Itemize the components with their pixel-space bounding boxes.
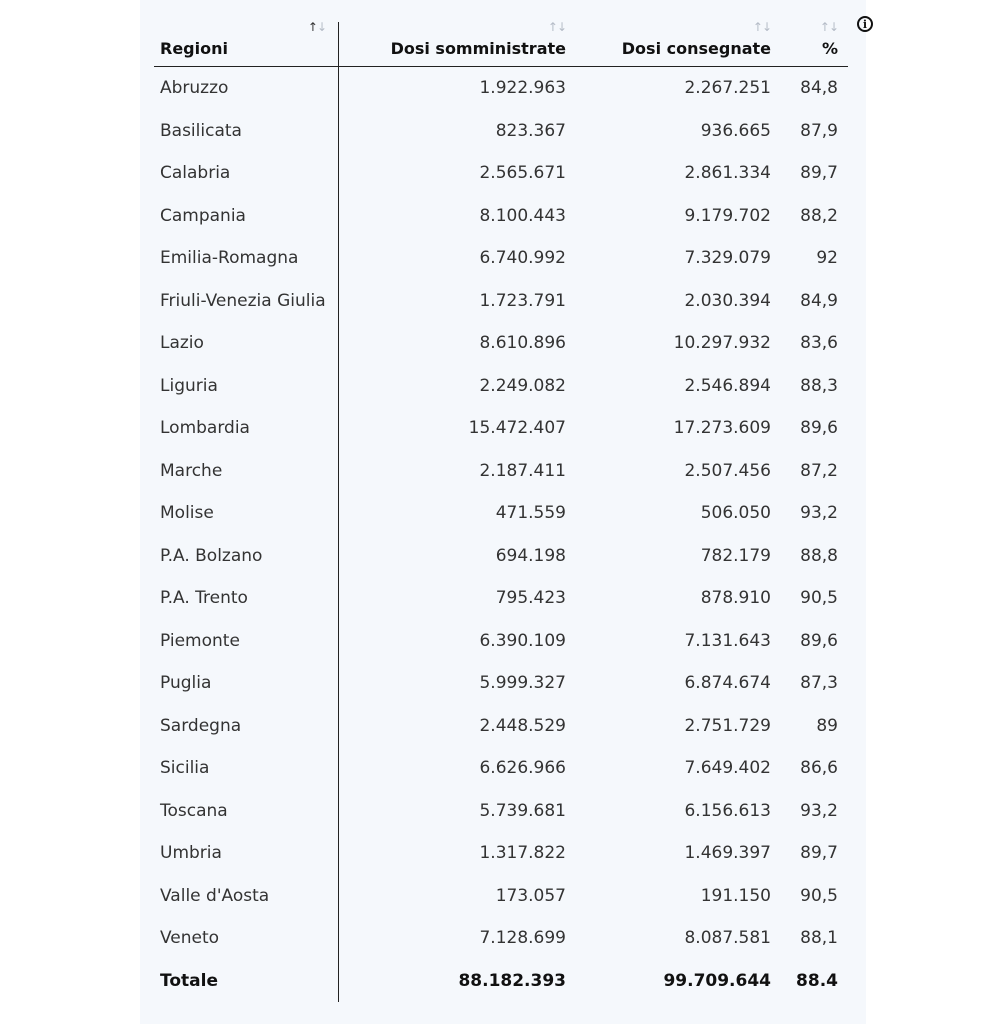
cell-somministrate: 1.723.791: [479, 290, 566, 311]
cell-percentuale: 89: [816, 715, 838, 736]
cell-regione: P.A. Bolzano: [160, 545, 263, 566]
cell-consegnate: 782.179: [700, 545, 771, 566]
cell-regione: Veneto: [160, 928, 220, 949]
cell-consegnate: 1.469.397: [684, 843, 771, 864]
cell-somministrate: 795.423: [495, 588, 566, 609]
table-row: [154, 450, 848, 493]
table-row: [154, 577, 848, 620]
sort-icon[interactable]: ↑↓: [819, 20, 838, 34]
cell-percentuale: 88,2: [800, 205, 838, 226]
cell-percentuale: 89,6: [800, 418, 838, 439]
table-row: [154, 492, 848, 535]
cell-consegnate: 7.329.079: [684, 248, 771, 269]
table-row: [154, 195, 848, 238]
cell-regione: Liguria: [160, 375, 218, 396]
cell-somministrate: 823.367: [495, 120, 566, 141]
cell-regione: Emilia-Romagna: [160, 248, 299, 269]
table-row: [154, 110, 848, 153]
cell-percentuale: 87,3: [800, 673, 838, 694]
cell-regione: Calabria: [160, 163, 231, 184]
cell-percentuale: 87,9: [800, 120, 838, 141]
cell-consegnate: 2.546.894: [684, 375, 771, 396]
table-row: [154, 535, 848, 578]
cell-percentuale: 93,2: [800, 503, 838, 524]
cell-consegnate: 2.267.251: [684, 78, 771, 99]
cell-regione: Molise: [160, 503, 214, 524]
cell-regione: Lombardia: [160, 418, 250, 439]
table-row: [154, 790, 848, 833]
cell-percentuale: 89,7: [800, 163, 838, 184]
table-row: [154, 705, 848, 748]
cell-total-percentuale: 88.4: [796, 970, 838, 991]
sort-icon[interactable]: ↑↓: [307, 20, 326, 34]
table-row: [154, 67, 848, 110]
cell-percentuale: 92: [816, 248, 838, 269]
cell-percentuale: 84,9: [800, 290, 838, 311]
cell-percentuale: 89,7: [800, 843, 838, 864]
cell-consegnate: 506.050: [700, 503, 771, 524]
cell-consegnate: 6.156.613: [684, 800, 771, 821]
cell-percentuale: 90,5: [800, 885, 838, 906]
table-row: [154, 152, 848, 195]
cell-regione: Piemonte: [160, 630, 240, 651]
cell-somministrate: 2.448.529: [479, 715, 566, 736]
sort-icon[interactable]: ↑↓: [752, 20, 771, 34]
cell-regione: Toscana: [160, 800, 228, 821]
cell-consegnate: 878.910: [700, 588, 771, 609]
cell-somministrate: 471.559: [495, 503, 566, 524]
table-row: [154, 917, 848, 960]
cell-somministrate: 5.739.681: [479, 800, 566, 821]
cell-consegnate: 191.150: [700, 885, 771, 906]
cell-percentuale: 88,1: [800, 928, 838, 949]
cell-percentuale: 88,3: [800, 375, 838, 396]
cell-somministrate: 5.999.327: [479, 673, 566, 694]
cell-somministrate: 7.128.699: [479, 928, 566, 949]
cell-somministrate: 1.922.963: [479, 78, 566, 99]
cell-consegnate: 2.861.334: [684, 163, 771, 184]
cell-regione: P.A. Trento: [160, 588, 248, 609]
cell-somministrate: 8.610.896: [479, 333, 566, 354]
cell-somministrate: 2.249.082: [479, 375, 566, 396]
cell-percentuale: 89,6: [800, 630, 838, 651]
cell-somministrate: 2.565.671: [479, 163, 566, 184]
table-row: [154, 237, 848, 280]
cell-somministrate: 2.187.411: [479, 460, 566, 481]
cell-regione: Marche: [160, 460, 223, 481]
cell-total-consegnate: 99.709.644: [663, 970, 771, 991]
cell-regione: Puglia: [160, 673, 212, 694]
cell-regione: Valle d'Aosta: [160, 885, 270, 906]
cell-somministrate: 6.740.992: [479, 248, 566, 269]
cell-percentuale: 83,6: [800, 333, 838, 354]
cell-consegnate: 6.874.674: [684, 673, 771, 694]
cell-regione: Umbria: [160, 843, 222, 864]
column-label-somministrate: Dosi somministrate: [390, 39, 566, 58]
cell-percentuale: 86,6: [800, 758, 838, 779]
cell-percentuale: 84,8: [800, 78, 838, 99]
column-header-regioni[interactable]: [154, 18, 334, 66]
cell-somministrate: 1.317.822: [479, 843, 566, 864]
cell-consegnate: 7.131.643: [684, 630, 771, 651]
cell-consegnate: 7.649.402: [684, 758, 771, 779]
cell-consegnate: 9.179.702: [684, 205, 771, 226]
cell-total-somministrate: 88.182.393: [458, 970, 566, 991]
cell-percentuale: 90,5: [800, 588, 838, 609]
cell-consegnate: 8.087.581: [684, 928, 771, 949]
table-header: [154, 18, 848, 67]
cell-percentuale: 87,2: [800, 460, 838, 481]
column-header-somministrate[interactable]: [338, 18, 566, 66]
table-row: [154, 875, 848, 918]
cell-somministrate: 694.198: [495, 545, 566, 566]
cell-somministrate: 8.100.443: [479, 205, 566, 226]
cell-percentuale: 93,2: [800, 800, 838, 821]
cell-percentuale: 88,8: [800, 545, 838, 566]
cell-consegnate: 10.297.932: [673, 333, 771, 354]
table-row: [154, 322, 848, 365]
table-row: [154, 747, 848, 790]
table-row: [154, 832, 848, 875]
cell-regione: Basilicata: [160, 120, 242, 141]
table-row: [154, 407, 848, 450]
cell-somministrate: 6.390.109: [479, 630, 566, 651]
cell-somministrate: 15.472.407: [468, 418, 566, 439]
column-label-percentuale: %: [821, 39, 838, 58]
cell-regione: Sicilia: [160, 758, 210, 779]
cell-consegnate: 2.030.394: [684, 290, 771, 311]
table-row: [154, 620, 848, 663]
cell-consegnate: 2.751.729: [684, 715, 771, 736]
cell-regione: Abruzzo: [160, 78, 229, 99]
cell-total-label: Totale: [160, 970, 218, 991]
cell-somministrate: 173.057: [495, 885, 566, 906]
info-icon[interactable]: i: [857, 16, 873, 32]
total-row: [154, 960, 848, 1003]
vaccine-doses-table: [154, 18, 848, 1002]
table-row: [154, 365, 848, 408]
cell-somministrate: 6.626.966: [479, 758, 566, 779]
cell-consegnate: 936.665: [700, 120, 771, 141]
table-row: [154, 662, 848, 705]
cell-regione: Sardegna: [160, 715, 242, 736]
column-label-consegnate: Dosi consegnate: [621, 39, 771, 58]
cell-consegnate: 17.273.609: [673, 418, 771, 439]
cell-consegnate: 2.507.456: [684, 460, 771, 481]
column-header-percentuale[interactable]: [771, 18, 838, 66]
column-label-regioni: Regioni: [160, 39, 228, 58]
cell-regione: Lazio: [160, 333, 204, 354]
column-header-consegnate[interactable]: [566, 18, 771, 66]
sort-icon[interactable]: ↑↓: [547, 20, 566, 34]
cell-regione: Campania: [160, 205, 246, 226]
column-divider: [338, 22, 339, 1002]
table-body: [154, 67, 848, 1002]
table-row: [154, 280, 848, 323]
cell-regione: Friuli-Venezia Giulia: [160, 290, 326, 311]
